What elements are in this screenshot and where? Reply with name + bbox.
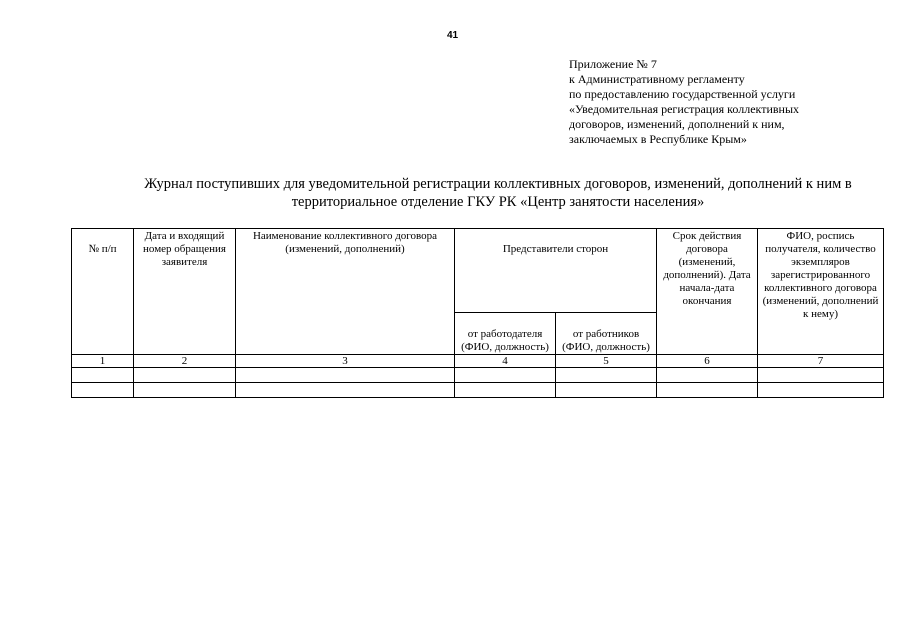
table-cell	[657, 368, 758, 383]
column-number: 1	[72, 355, 134, 368]
header-recipient: ФИО, роспись получателя, количество экземпляров зарегистрированного коллективного договора (изменений, дополнений к нему)	[758, 229, 884, 355]
table-cell	[758, 368, 884, 383]
table-cell	[455, 368, 556, 383]
table-cell	[236, 368, 455, 383]
column-number: 6	[657, 355, 758, 368]
journal-table	[71, 228, 884, 398]
column-number-row	[72, 355, 884, 368]
header-date-number: Дата и входящий номер обращения заявителя	[134, 229, 236, 355]
column-number: 7	[758, 355, 884, 368]
header-employer-rep: от работодателя (ФИО, должность)	[455, 313, 556, 355]
table-cell	[556, 368, 657, 383]
table-cell	[134, 383, 236, 398]
appendix-line: договоров, изменений, дополнений к ним,	[569, 117, 785, 131]
appendix-line: по предоставлению государственной услуги	[569, 87, 796, 101]
appendix-line: Приложение № 7	[569, 57, 657, 71]
page-number: 41	[446, 30, 459, 41]
column-number: 2	[134, 355, 236, 368]
column-number: 5	[556, 355, 657, 368]
table-cell	[72, 383, 134, 398]
table-cell	[236, 383, 455, 398]
column-number: 4	[455, 355, 556, 368]
table-cell	[657, 383, 758, 398]
appendix-note	[569, 57, 899, 147]
table-cell	[758, 383, 884, 398]
header-employee-rep: от работников (ФИО, должность)	[556, 313, 657, 355]
appendix-line: заключаемых в Республике Крым»	[569, 132, 747, 146]
table-cell	[72, 368, 134, 383]
header-validity: Срок действия договора (изменений, дополнений). Дата начала-дата окончания	[657, 229, 758, 355]
journal-title-line: территориальное отделение ГКУ РК «Центр занятости населения»	[291, 194, 705, 210]
journal-title	[100, 175, 896, 211]
appendix-line: к Административному регламенту	[569, 72, 745, 86]
column-number: 3	[236, 355, 455, 368]
header-row-number: № п/п	[72, 229, 134, 355]
header-representatives: Представители сторон	[455, 229, 657, 313]
table-cell	[455, 383, 556, 398]
header-row	[72, 229, 884, 313]
header-agreement-name: Наименование коллективного договора (изменений, дополнений)	[236, 229, 455, 355]
table-cell	[556, 383, 657, 398]
table-cell	[134, 368, 236, 383]
journal-title-line: Журнал поступивших для уведомительной регистрации коллективных договоров, изменений, дополнений к ним в	[144, 176, 852, 192]
table-row	[72, 383, 884, 398]
table-row	[72, 368, 884, 383]
appendix-line: «Уведомительная регистрация коллективных	[569, 102, 800, 116]
